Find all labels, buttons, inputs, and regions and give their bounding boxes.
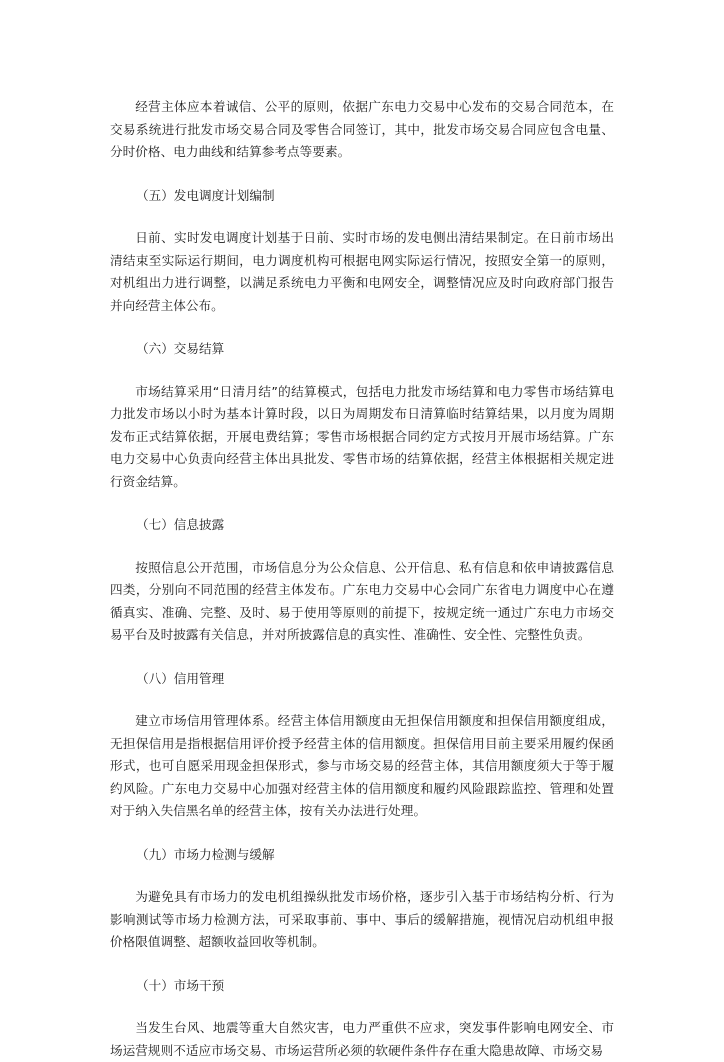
spacer bbox=[110, 823, 614, 844]
document-page bbox=[110, 96, 614, 1062]
section-body-10: 当发生台风、地震等重大自然灾害，电力严重供不应求，突发事件影响电网安全、市场运营规则不适应市场交易、市场运营所必须的软硬件条件存在重大隐患故障、市场交易 bbox=[110, 1020, 614, 1058]
section-heading-10: （十）市场干预 bbox=[136, 977, 225, 993]
spacer bbox=[110, 164, 614, 185]
spacer bbox=[110, 493, 614, 514]
spacer bbox=[110, 866, 614, 886]
section-body-6: 市场结算采用“日清月结”的结算模式，包括电力批发市场结算和电力零售市场结算电力批发市场以小时为基本计算时段，以日为周期发布日清算临时结算结果，以月度为周期发布正式结算依据，开展电费结算；零售市场根据合同约定方式按月开展市场结算。广东电力交易中心负责向经营主体出具批发、零售市场的结算依据，经营主体根据相关规定进行资金结算。 bbox=[110, 383, 614, 489]
spacer bbox=[110, 207, 614, 227]
spacer bbox=[110, 537, 614, 557]
spacer bbox=[110, 317, 614, 338]
section-body-7: 按照信息公开范围，市场信息分为公众信息、公开信息、私有信息和依申请披露信息四类，分别向不同范围的经营主体发布。广东电力交易中心会同广东省电力调度中心在遵循真实、准确、完整、及时、易于使用等原则的前提下，按规定统一通过广东电力市场交易平台及时披露有关信息，并对所披露信息的真实性、准确性、安全性、完整性负责。 bbox=[110, 559, 614, 642]
section-heading-9: （九）市场力检测与缓解 bbox=[136, 846, 275, 862]
section-body-5: 日前、实时发电调度计划基于日前、实时市场的发电侧出清结果制定。在日前市场出清结束至实际运行期间，电力调度机构可根据电网实际运行情况，按照安全第一的原则，对机组出力进行调整，以满足系统电力平衡和电网安全，调整情况应及时向政府部门报告并向经营主体公布。 bbox=[110, 230, 614, 313]
section-body-8: 建立市场信用管理体系。经营主体信用额度由无担保信用额度和担保信用额度组成，无担保信用是指根据信用评价授予经营主体的信用额度。担保信用目前主要采用履约保函形式，也可自愿采用现金担保形式，参与市场交易的经营主体，其信用额度须大于等于履约风险。广东电力交易中心加强对经营主体的信用额度和履约风险跟踪监控、管理和处置对于纳入失信黑名单的经营主体，按有关办法进行处理。 bbox=[110, 713, 614, 818]
spacer bbox=[110, 690, 614, 710]
spacer bbox=[110, 954, 614, 975]
section-heading-6: （六）交易结算 bbox=[136, 341, 225, 356]
spacer bbox=[110, 361, 614, 381]
intro-paragraph: 经营主体应本着诚信、公平的原则，依据广东电力交易中心发布的交易合同范本，在交易系统进行批发市场交易合同及零售合同签订，其中，批发市场交易合同应包含电量、分时价格、电力曲线和结算参考点等要素。 bbox=[110, 99, 614, 159]
section-heading-5: （五）发电调度计划编制 bbox=[136, 187, 275, 203]
section-body-9: 为避免具有市场力的发电机组操纵批发市场价格，逐步引入基于市场结构分析、行为影响测试等市场力检测方法，可采取事前、事中、事后的缓解措施，视情况启动机组申报价格限值调整、超额收益回收等机制。 bbox=[110, 889, 614, 949]
spacer bbox=[110, 997, 614, 1017]
section-heading-7: （七）信息披露 bbox=[136, 517, 225, 532]
section-heading-8: （八）信用管理 bbox=[136, 670, 225, 686]
spacer bbox=[110, 647, 614, 668]
